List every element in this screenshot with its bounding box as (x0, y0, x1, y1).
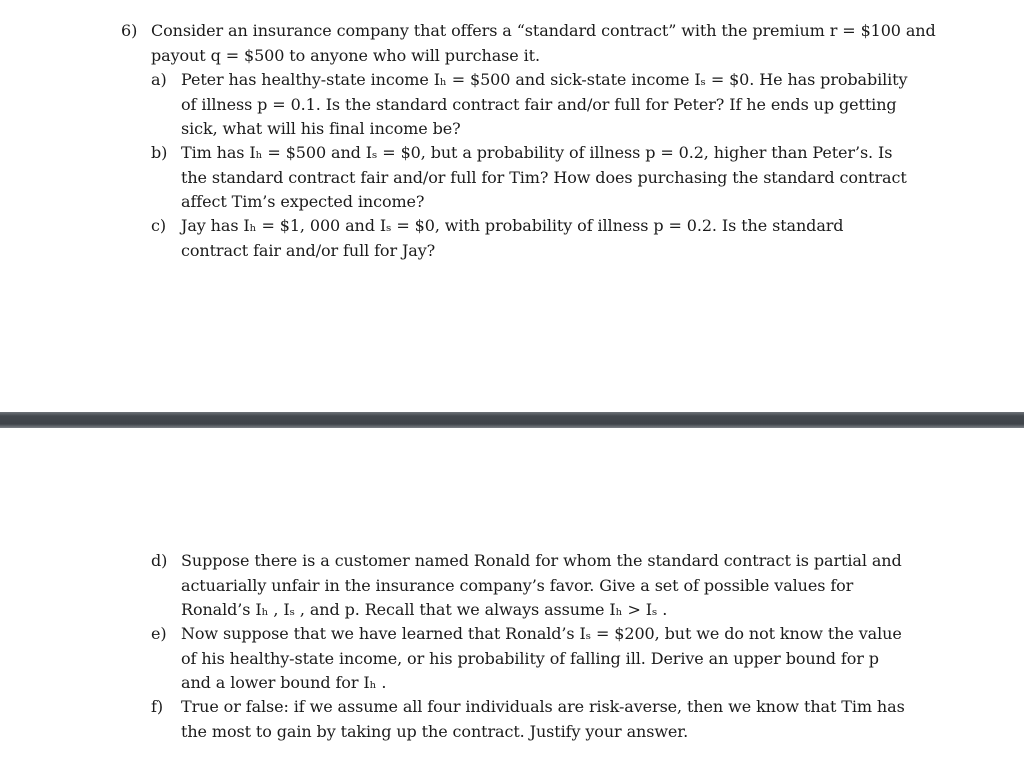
part-a (151, 68, 911, 142)
part-f (151, 695, 911, 744)
question-6 (121, 19, 941, 68)
part-c-text: Jay has Iₕ = $1, 000 and Iₛ = $0, with probability of illness p = 0.2. Is the standard contract fair and/or full for Jay? (181, 216, 844, 260)
part-a-text: Peter has healthy-state income Iₕ = $500 and sick-state income Iₛ = $0. He has probability of illness p = 0.1. Is the standard contract fair and/or full for Peter? If he ends up getting sick, what will his final income be? (181, 70, 908, 138)
part-a-label: a) (151, 70, 167, 89)
part-d (151, 549, 911, 623)
part-d-label: d) (151, 551, 168, 570)
page-divider (0, 412, 1024, 428)
part-e (151, 622, 911, 696)
document-page-bottom (0, 428, 1024, 773)
part-e-label: e) (151, 624, 167, 643)
question-number: 6) (121, 21, 138, 40)
question-intro: Consider an insurance company that offers a “standard contract” with the premium r = $100 and payout q = $500 to anyone who will purchase it. (151, 21, 936, 65)
part-f-label: f) (151, 697, 163, 716)
part-d-text: Suppose there is a customer named Ronald for whom the standard contract is partial and actuarially unfair in the insurance company’s favor. Give a set of possible values for Ronald’s Iₕ , Iₛ , and p. Recall that we always assume Iₕ > Iₛ . (181, 551, 902, 619)
part-f-text: True or false: if we assume all four individuals are risk-averse, then we know that Tim has the most to gain by taking up the contract. Justify your answer. (181, 697, 905, 741)
part-e-text: Now suppose that we have learned that Ronald’s Iₛ = $200, but we do not know the value of his healthy-state income, or his probability of falling ill. Derive an upper bound for p and a lower bound for Iₕ . (181, 624, 902, 692)
part-b (151, 141, 911, 215)
part-c (151, 214, 911, 263)
part-b-label: b) (151, 143, 168, 162)
part-c-label: c) (151, 216, 167, 235)
part-b-text: Tim has Iₕ = $500 and Iₛ = $0, but a probability of illness p = 0.2, higher than Peter’s. Is the standard contract fair and/or full for Tim? How does purchasing the standard contract affect Tim’s expected income? (181, 143, 907, 211)
